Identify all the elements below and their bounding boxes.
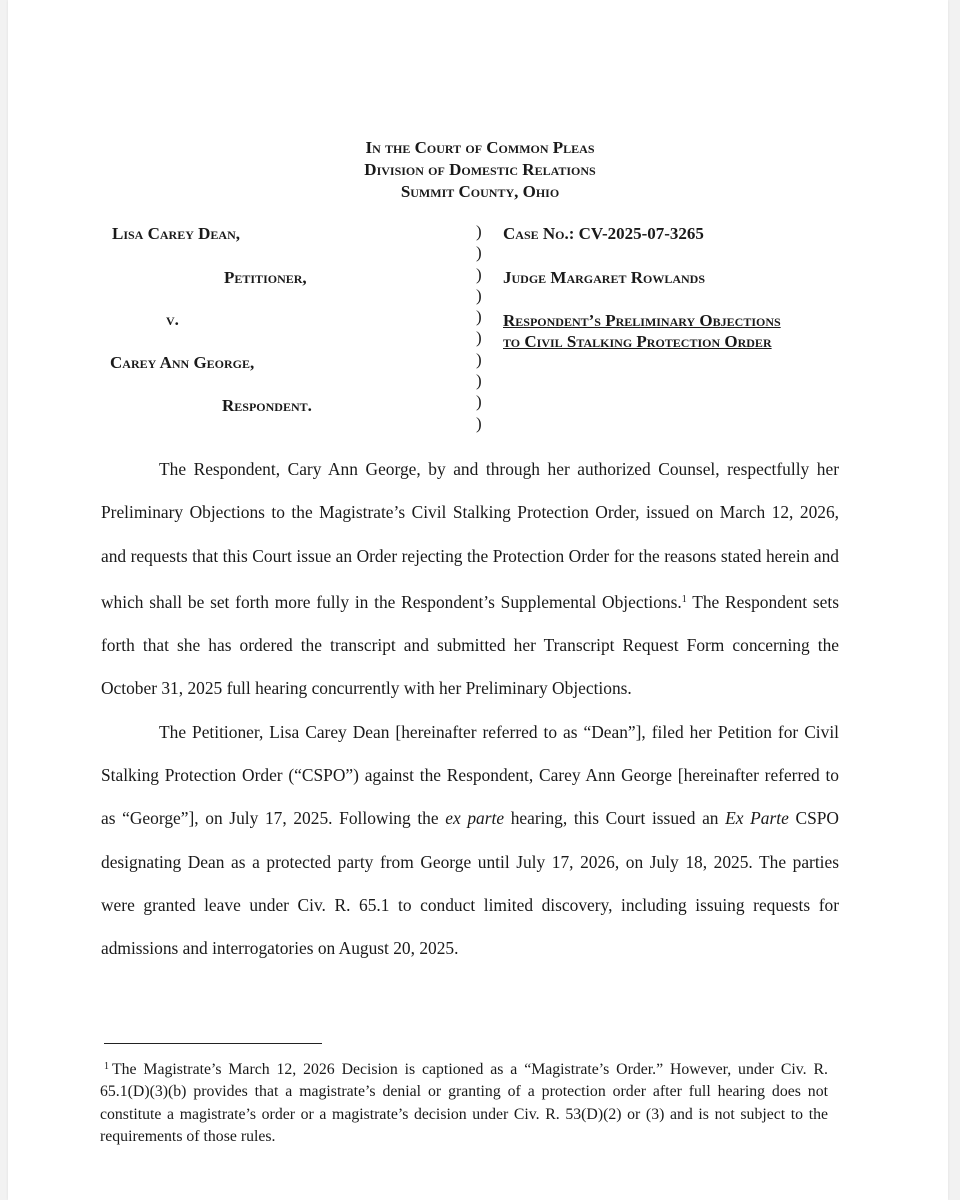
footnote — [100, 1056, 828, 1148]
respondent-role: Respondent. — [222, 396, 312, 415]
case-number-value: CV-2025-07-3265 — [578, 224, 704, 243]
court-division: Division of Domestic Relations — [364, 160, 596, 179]
document-title-line1: Respondent’s Preliminary Objections — [503, 311, 781, 330]
caption-paren: ) — [476, 413, 482, 433]
judge-name: Judge Margaret Rowlands — [503, 268, 706, 287]
caption-paren: ) — [476, 264, 482, 284]
caption-paren: ) — [476, 285, 482, 305]
case-number — [503, 224, 704, 244]
caption-paren: ) — [476, 392, 482, 412]
caption-paren: ) — [476, 307, 482, 327]
document-body — [101, 448, 839, 971]
caption-paren: ) — [476, 371, 482, 391]
caption-paren: ) — [476, 328, 482, 348]
respondent-name: Carey Ann George, — [110, 353, 255, 372]
footnote-separator — [104, 1043, 322, 1044]
caption-paren: ) — [476, 222, 482, 241]
footnote-ref: 1 — [681, 593, 687, 605]
footnote-text: The Magistrate’s March 12, 2026 Decision is captioned as a “Magistrate’s Order.” However, under Civ. R. 65.1(D)(3)(b) provides that a magistrate’s denial or granting of a protection order after full hearing does not constitute a magistrate’s order or a magistrate’s decision under Civ. R. 53(D)(2) or (3) and is not subject to the requirements of those rules. — [100, 1061, 828, 1145]
case-number-label: Case No.: — [503, 224, 575, 243]
document-title-line2: to Civil Stalking Protection Order — [503, 332, 772, 351]
paragraph-1: The Respondent, Cary Ann George, by and through her authorized Counsel, respectfully her Preliminary Objections to the Magistrate’s Civil Stalking Protection Order, issued on March 12, 2026, and requests that this Court issue an Order rejecting the Protection Order for the reasons stated herein and which shall be set forth more fully in the Respondent’s Supplemental Objections.$^1$ The Respondent sets forth that she has ordered the transcript and submitted her Transcript Request Form concerning the October 31, 2025 full hearing concurrently with her Preliminary Objections. — [101, 459, 839, 699]
court-name: In the Court of Common Pleas — [365, 138, 595, 157]
footnote-mark: 1 — [104, 1061, 109, 1072]
paragraph-2: The Petitioner, Lisa Carey Dean [hereinafter referred to as “Dean”], filed her Petition for Civil Stalking Protection Order (“CSPO”) against the Respondent, Carey Ann George [hereinafter referred to as “George”], on July 17, 2025. Following the ex parte hearing, this Court issued an Ex Parte CSPO designating Dean as a protected party from George until July 17, 2026, on July 18, 2025. The parties were granted leave under Civ. R. 65.1 to conduct limited discovery, including issuing requests for admissions and interrogatories on August 20, 2025. — [101, 721, 839, 959]
caption-paren: ) — [476, 349, 482, 369]
caption-paren: ) — [476, 243, 482, 263]
versus-label: v. — [166, 310, 179, 329]
court-county: Summit County, Ohio — [400, 182, 560, 201]
petitioner-name: Lisa Carey Dean, — [112, 224, 240, 243]
caption-divider — [476, 221, 482, 434]
petitioner-role: Petitioner, — [224, 268, 307, 287]
